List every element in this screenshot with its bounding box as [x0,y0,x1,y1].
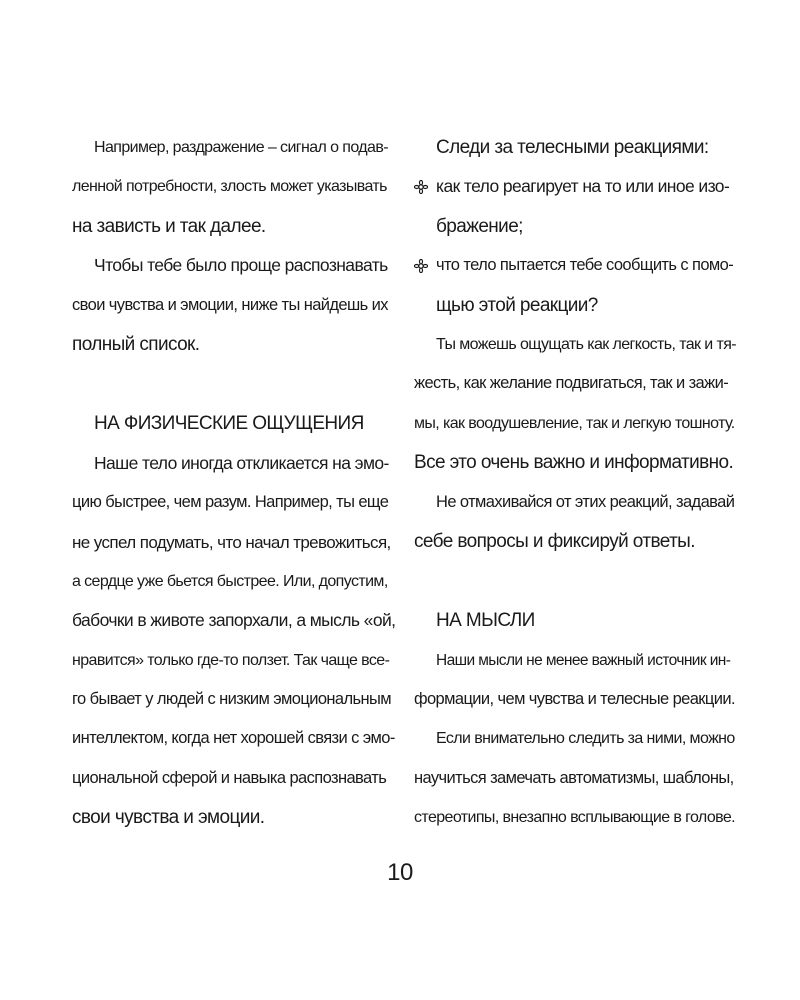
left-column [72,128,394,838]
text-line: Не отмахивайся от этих реакций, задавай [436,492,735,511]
text-line: Ты можешь ощущать как легкость, так и тя- [436,335,737,353]
track-intro: Следи за телесными реакциями: [436,137,709,158]
text-line: Наши мысли не менее важный источник ин- [436,651,731,669]
text-line: интеллектом, когда нет хорошей связи с эмо- [72,729,395,748]
text-line: формации, чем чувства и телесные реакции. [414,690,735,709]
text-line: циональной сферой и навыка распознавать [72,768,387,787]
text-line: не успел подумать, что начал тревожиться, [72,532,391,552]
bullet-item [414,167,736,246]
text-line: стереотипы, внезапно всплывающие в голове. [414,809,736,827]
bullet-text-line: бражение; [436,215,523,237]
text-line: бабочки в животе запорхали, а мысль «ой, [72,610,396,631]
text-line: свои чувства и эмоции, ниже ты найдешь их [72,295,388,314]
section-gap [414,561,736,601]
page-number: 10 [387,859,413,886]
bullet-text-line: щью этой реакции? [436,294,598,316]
text-line: а сердце уже бьется быстрее. Или, допустим, [72,572,388,590]
thoughts-body-paragraph [414,641,736,720]
text-line: Если внимательно следить за ними, можно [436,730,735,748]
text-line: Чтобы тебе было проще распознавать [94,255,388,276]
text-line: го бывает у людей с низким эмоциональным [72,690,392,709]
section-heading-physical: НА ФИЗИЧЕСКИЕ ОЩУЩЕНИЯ [94,413,364,435]
text-line: научиться замечать автоматизмы, шаблоны, [414,768,734,787]
flower-bullet-icon [414,167,432,206]
text-line: Все это очень важно и информативно. [414,452,734,474]
bullet-item [414,246,736,325]
text-line: Наше тело иногда откликается на эмо- [94,452,389,473]
text-line: Например, раздражение – сигнал о подав- [94,139,388,156]
bullet-text-line: что тело пытается тебе сообщить с помо- [436,256,734,275]
text-line: свои чувства и эмоции. [72,807,265,829]
advice-paragraph [414,483,736,562]
text-line: цию быстрее, чем разум. Например, ты еще [72,493,389,512]
right-column [414,128,736,838]
text-line: полный список. [72,333,200,355]
text-line: мы, как воодушевление, так и легкую тошноту. [414,414,735,432]
flower-bullet-icon [414,246,432,285]
intro-paragraph [72,128,394,246]
list-note-paragraph [72,246,394,364]
text-line: на зависть и так далее. [72,215,266,237]
physical-body-paragraph [72,444,394,838]
bullet-text-line: как тело реагирует на то или иное изо- [436,176,730,197]
section-gap [72,364,394,404]
feel-body-paragraph [414,325,736,483]
text-line: жесть, как желание подвигаться, так и зажи- [414,374,729,393]
section-heading-thoughts: НА МЫСЛИ [436,610,535,632]
text-line: нравится» только где-то ползет. Так чаще все- [72,651,390,669]
thoughts-more-paragraph [414,719,736,837]
text-line: ленной потребности, злость может указывать [72,178,387,196]
text-line: себе вопросы и фиксируй ответы. [414,530,695,552]
